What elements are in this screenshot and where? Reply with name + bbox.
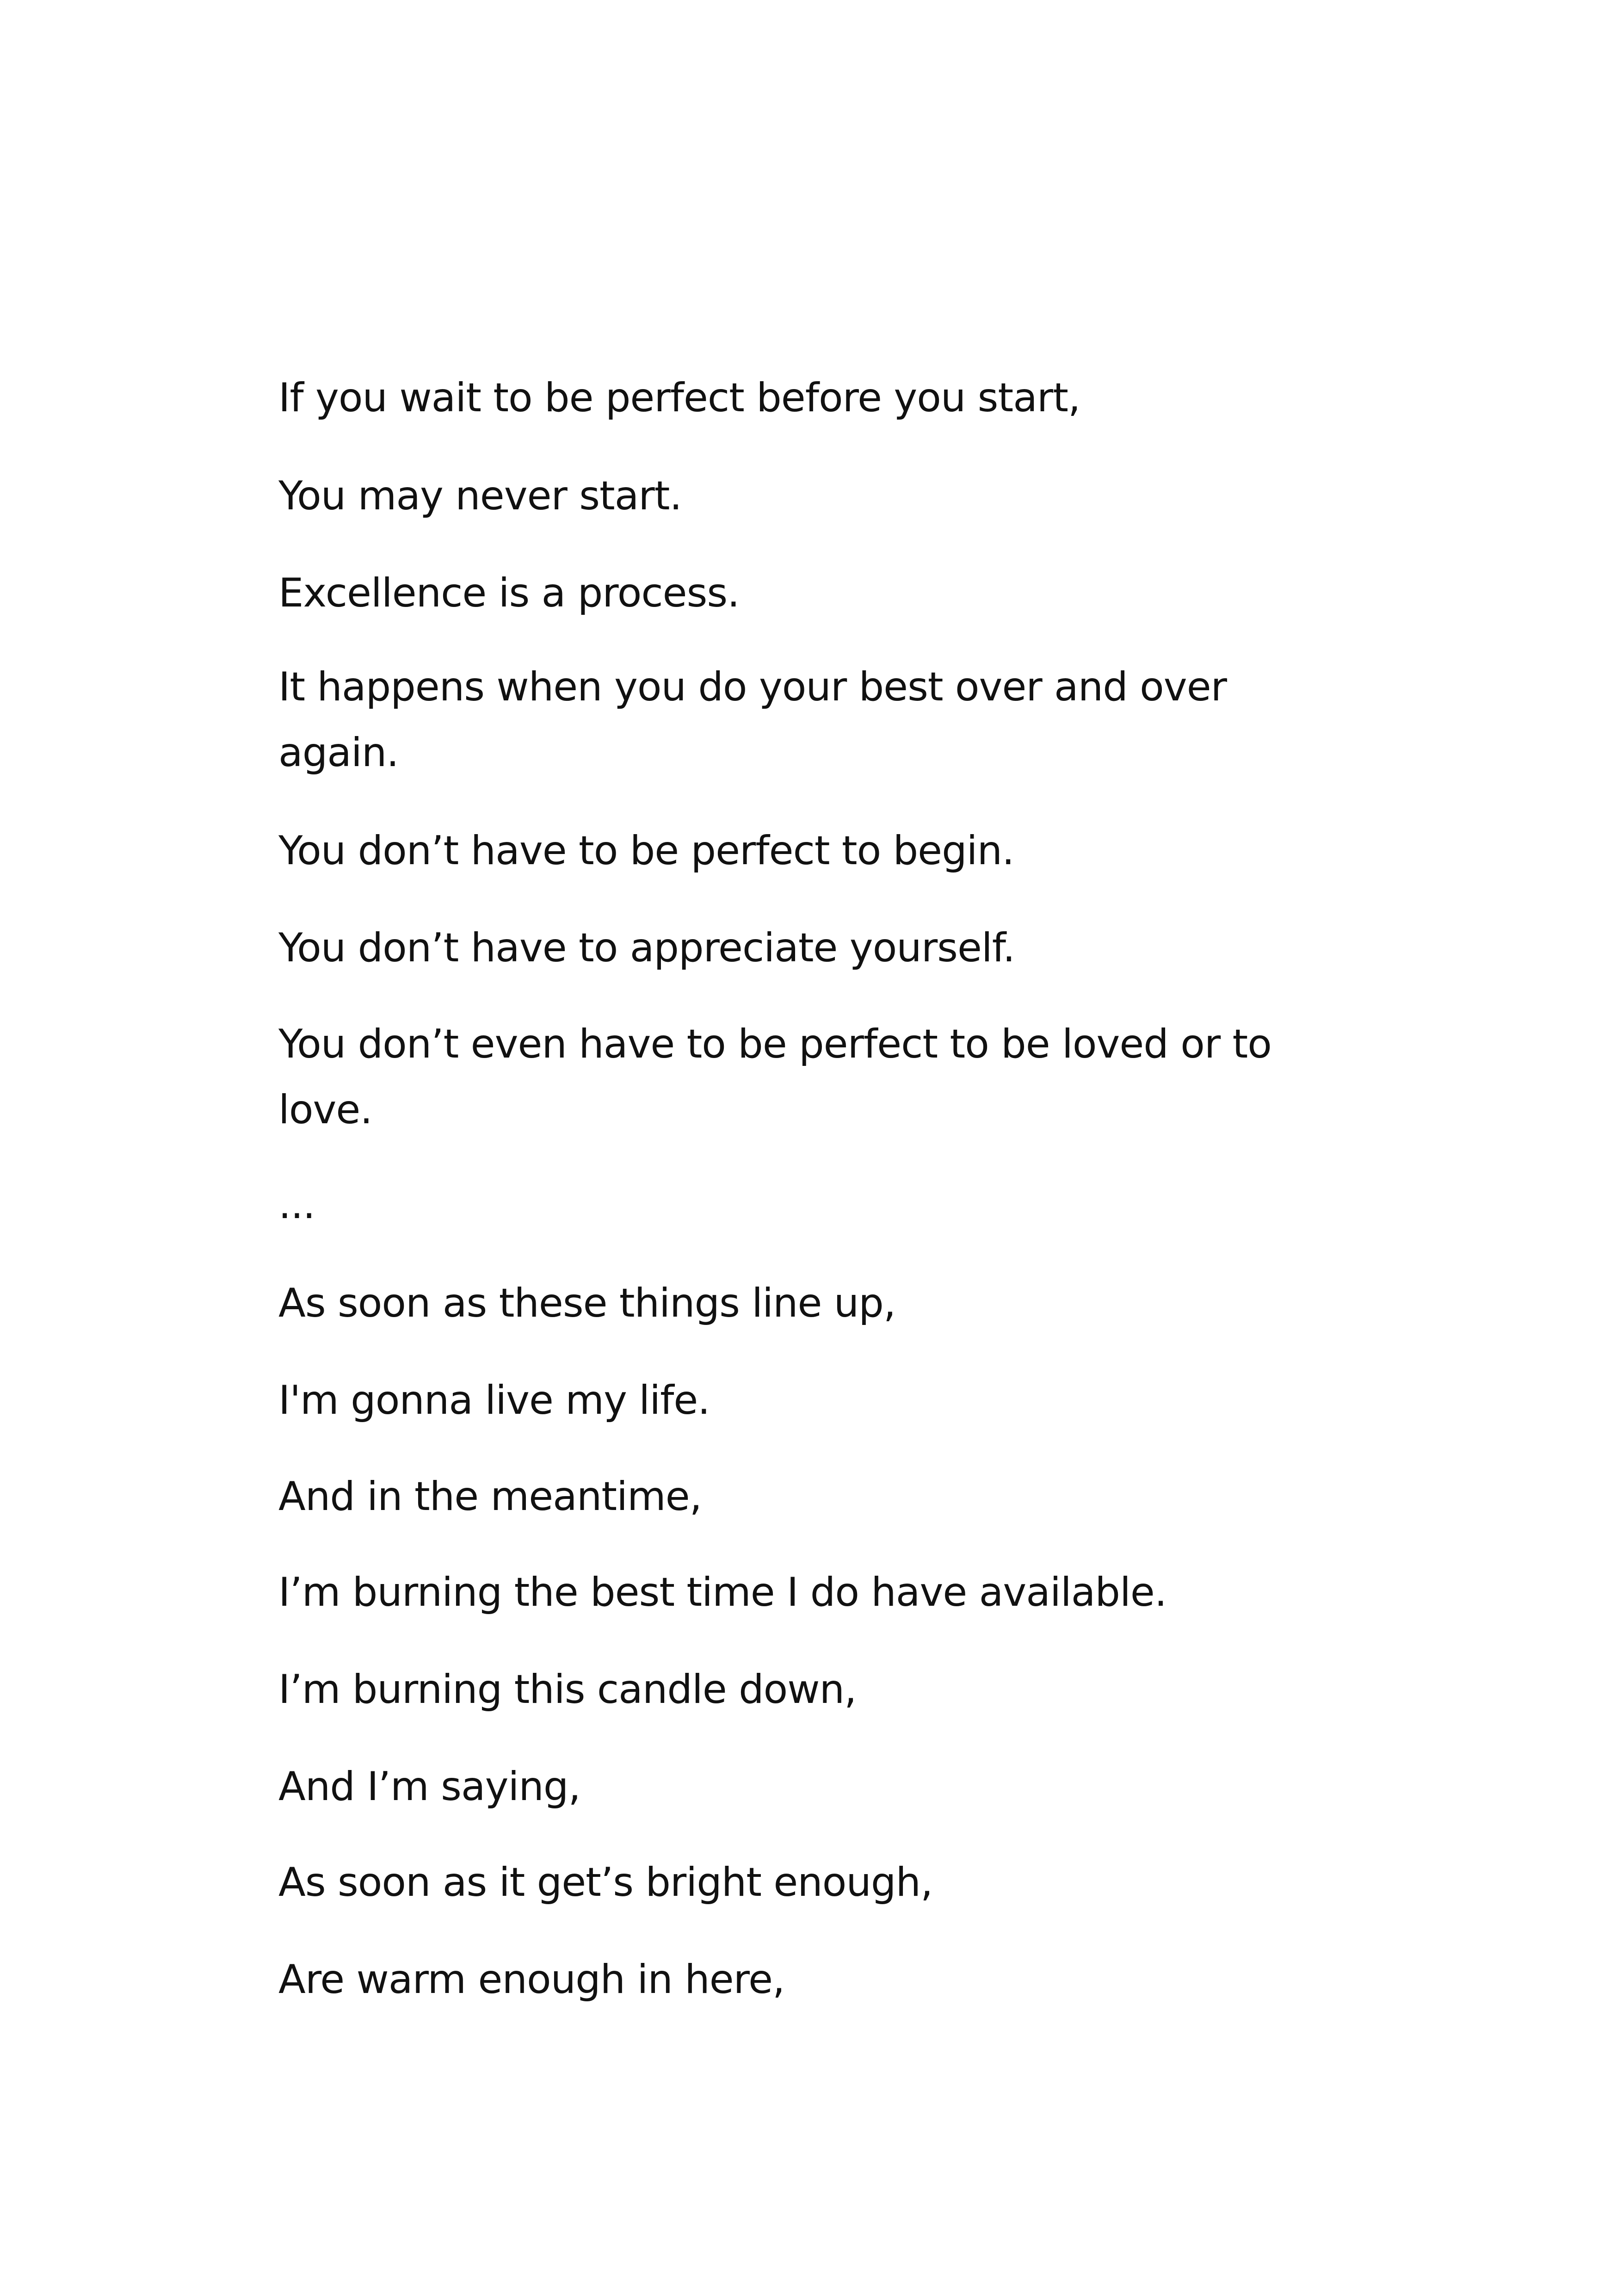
text-line: As soon as these things line up, (278, 1280, 896, 1326)
text-line: I'm gonna live my life. (278, 1377, 710, 1423)
text-line: It happens when you do your best over and over (278, 664, 1227, 710)
text-line: If you wait to be perfect before you start, (278, 375, 1080, 421)
text-line: love. (278, 1087, 372, 1133)
text-line: Are warm enough in here, (278, 1956, 785, 2003)
text-line: You may never start. (278, 473, 682, 519)
text-line: You don’t have to appreciate yourself. (278, 925, 1015, 971)
text-line: ... (278, 1182, 315, 1228)
text-line: And in the meantime, (278, 1473, 702, 1520)
text-line: As soon as it get’s bright enough, (278, 1859, 933, 1906)
text-line: I’m burning the best time I do have available. (278, 1569, 1167, 1615)
text-line: again. (278, 730, 399, 776)
text-line: Excellence is a process. (278, 570, 740, 616)
text-line: You don’t even have to be perfect to be loved or to (278, 1021, 1271, 1067)
text-line: And I’m saying, (278, 1764, 580, 1810)
text-line: You don’t have to be perfect to begin. (278, 828, 1014, 874)
text-line: I’m burning this candle down, (278, 1666, 857, 1713)
